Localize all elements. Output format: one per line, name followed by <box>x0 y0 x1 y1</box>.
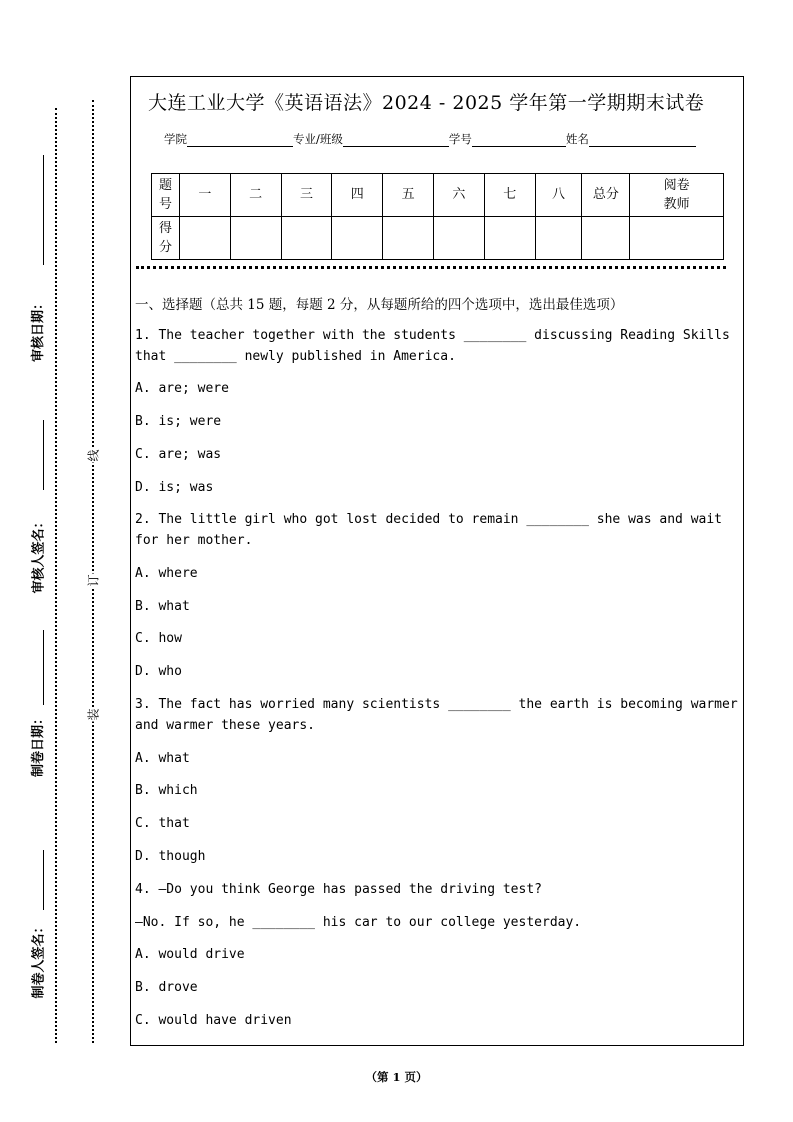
school-label: 学院 <box>164 132 187 146</box>
question-1-option-a[interactable]: A. are; were <box>135 381 229 396</box>
score-col-4: 四 <box>332 174 383 217</box>
score-col-6: 六 <box>433 174 484 217</box>
score-row-label: 得 分 <box>152 217 180 260</box>
question-3-option-b[interactable]: B. which <box>135 783 198 798</box>
maker-sign-line <box>43 850 44 910</box>
page-title: 大连工业大学《英语语法》2024 - 2025 学年第一学期期末试卷 <box>148 92 705 114</box>
question-4-option-a[interactable]: A. would drive <box>135 947 245 962</box>
score-col-grader: 阅卷 教师 <box>630 174 724 217</box>
name-label: 姓名 <box>565 132 589 146</box>
question-1-option-c[interactable]: C. are; was <box>135 447 222 462</box>
reviewer-sign-line <box>43 420 44 490</box>
question-2-option-d[interactable]: D. who <box>135 664 182 679</box>
major-label: 专业/班级 <box>293 132 343 146</box>
question-2-option-b[interactable]: B. what <box>135 599 190 614</box>
score-cell-total[interactable] <box>582 217 630 260</box>
question-1-option-d[interactable]: D. is; was <box>135 480 214 495</box>
question-3-option-c[interactable]: C. that <box>135 816 190 831</box>
score-cell[interactable] <box>433 217 484 260</box>
score-cell[interactable] <box>281 217 332 260</box>
school-field[interactable] <box>187 133 293 147</box>
student-info-row <box>164 131 696 147</box>
binding-char-bind: 装 <box>86 708 101 721</box>
page-number: （第 1 页） <box>365 1070 428 1084</box>
question-4-option-c[interactable]: C. would have driven <box>135 1013 292 1028</box>
name-field[interactable] <box>589 133 696 147</box>
score-cell[interactable] <box>230 217 281 260</box>
review-date-line <box>43 155 44 265</box>
inner-dotted-line <box>92 100 94 1043</box>
score-table-score-row <box>152 217 724 260</box>
score-cell[interactable] <box>179 217 230 260</box>
score-cell[interactable] <box>535 217 582 260</box>
binding-char-order: 订 <box>86 574 101 587</box>
score-cell[interactable] <box>332 217 383 260</box>
score-cell[interactable] <box>484 217 535 260</box>
section-divider <box>136 266 726 269</box>
question-3-option-d[interactable]: D. though <box>135 849 206 864</box>
score-col-total: 总分 <box>582 174 630 217</box>
outer-dotted-line <box>55 108 57 1043</box>
score-table-header-row <box>152 174 724 217</box>
question-1-option-b[interactable]: B. is; were <box>135 414 222 429</box>
score-col-8: 八 <box>535 174 582 217</box>
make-date-label: 制卷日期： <box>27 710 46 779</box>
score-cell[interactable] <box>383 217 434 260</box>
binding-char-line: 线 <box>86 449 101 462</box>
score-col-7: 七 <box>484 174 535 217</box>
major-field[interactable] <box>343 133 449 147</box>
score-table <box>151 173 724 260</box>
binding-margin <box>0 0 120 1122</box>
score-col-3: 三 <box>281 174 332 217</box>
question-4-stem: 4. —Do you think George has passed the driving test? <box>135 882 542 897</box>
score-col-2: 二 <box>230 174 281 217</box>
question-3-option-a[interactable]: A. what <box>135 751 190 766</box>
question-2-option-c[interactable]: C. how <box>135 631 182 646</box>
question-2-stem: 2. The little girl who got lost decided to remain ________ she was and wait for her mother. <box>135 512 730 548</box>
question-2-option-a[interactable]: A. where <box>135 566 198 581</box>
score-col-5: 五 <box>383 174 434 217</box>
reviewer-sign-label: 审核人签名： <box>28 513 47 595</box>
maker-sign-label: 制卷人签名： <box>28 918 47 1000</box>
score-cell-grader[interactable] <box>630 217 724 260</box>
score-header-label: 题 号 <box>152 174 180 217</box>
question-4-stem-reply: —No. If so, he ________ his car to our college yesterday. <box>135 915 582 930</box>
id-field[interactable] <box>472 133 566 147</box>
id-label: 学号 <box>448 132 472 146</box>
question-1-stem: 1. The teacher together with the students ________ discussing Reading Skills that ________ newly published in America. <box>135 328 738 364</box>
section-heading: 一、选择题（总共 15 题，每题 2 分，从每题所给的四个选项中，选出最佳选项） <box>135 297 624 313</box>
make-date-line <box>43 630 44 705</box>
question-3-stem: 3. The fact has worried many scientists ________ the earth is becoming warmer and warmer these years. <box>135 697 746 733</box>
score-col-1: 一 <box>179 174 230 217</box>
review-date-label: 审核日期： <box>27 295 46 364</box>
question-4-option-b[interactable]: B. drove <box>135 980 198 995</box>
